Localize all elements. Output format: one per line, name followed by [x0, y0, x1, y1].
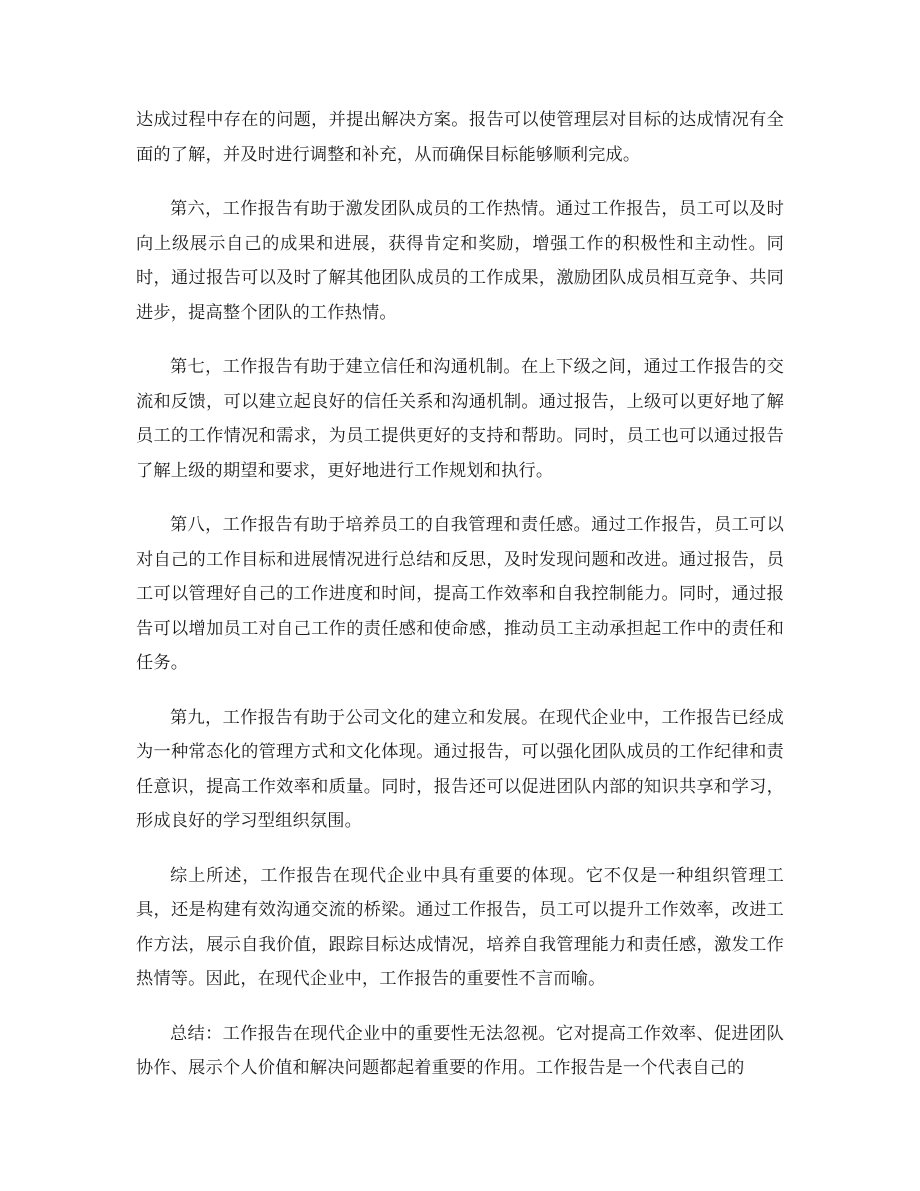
paragraph-point-nine: 第九，工作报告有助于公司文化的建立和发展。在现代企业中，工作报告已经成为一种常态化的管理方式和文化体现。通过报告，可以强化团队成员的工作纪律和责任意识，提高工作效率和质量。同时，报告还可以促进团队内部的知识共享和学习，形成良好的学习型组织氛围。	[136, 707, 784, 831]
paragraph-continuation: 达成过程中存在的问题，并提出解决方案。报告可以使管理层对目标的达成情况有全面的了解，并及时进行调整和补充，从而确保目标能够顺利完成。	[136, 110, 784, 165]
paragraph-summary: 综上所述，工作报告在现代企业中具有重要的体现。它不仅是一种组织管理工具，还是构建有效沟通交流的桥梁。通过工作报告，员工可以提升工作效率，改进工作方法，展示自我价值，跟踪目标达成情况，培养自我管理能力和责任感，激发工作热情等。因此，在现代企业中，工作报告的重要性不言而喻。	[136, 865, 784, 989]
paragraph-conclusion: 总结：工作报告在现代企业中的重要性无法忽视。它对提高工作效率、促进团队协作、展示个人价值和解决问题都起着重要的作用。工作报告是一个代表自己的	[136, 1023, 784, 1078]
paragraph-point-six: 第六，工作报告有助于激发团队成员的工作热情。通过工作报告，员工可以及时向上级展示自己的成果和进展，获得肯定和奖励，增强工作的积极性和主动性。同时，通过报告可以及时了解其他团队成员的工作成果，激励团队成员相互竞争、共同进步，提高整个团队的工作热情。	[136, 199, 784, 323]
paragraph-point-eight: 第八，工作报告有助于培养员工的自我管理和责任感。通过工作报告，员工可以对自己的工作目标和进展情况进行总结和反思，及时发现问题和改进。通过报告，员工可以管理好自己的工作进度和时间，提高工作效率和自我控制能力。同时，通过报告可以增加员工对自己工作的责任感和使命感，推动员工主动承担起工作中的责任和任务。	[136, 515, 784, 673]
paragraph-point-seven: 第七，工作报告有助于建立信任和沟通机制。在上下级之间，通过工作报告的交流和反馈，可以建立起良好的信任关系和沟通机制。通过报告，上级可以更好地了解员工的工作情况和需求，为员工提供更好的支持和帮助。同时，员工也可以通过报告了解上级的期望和要求，更好地进行工作规划和执行。	[136, 357, 784, 481]
